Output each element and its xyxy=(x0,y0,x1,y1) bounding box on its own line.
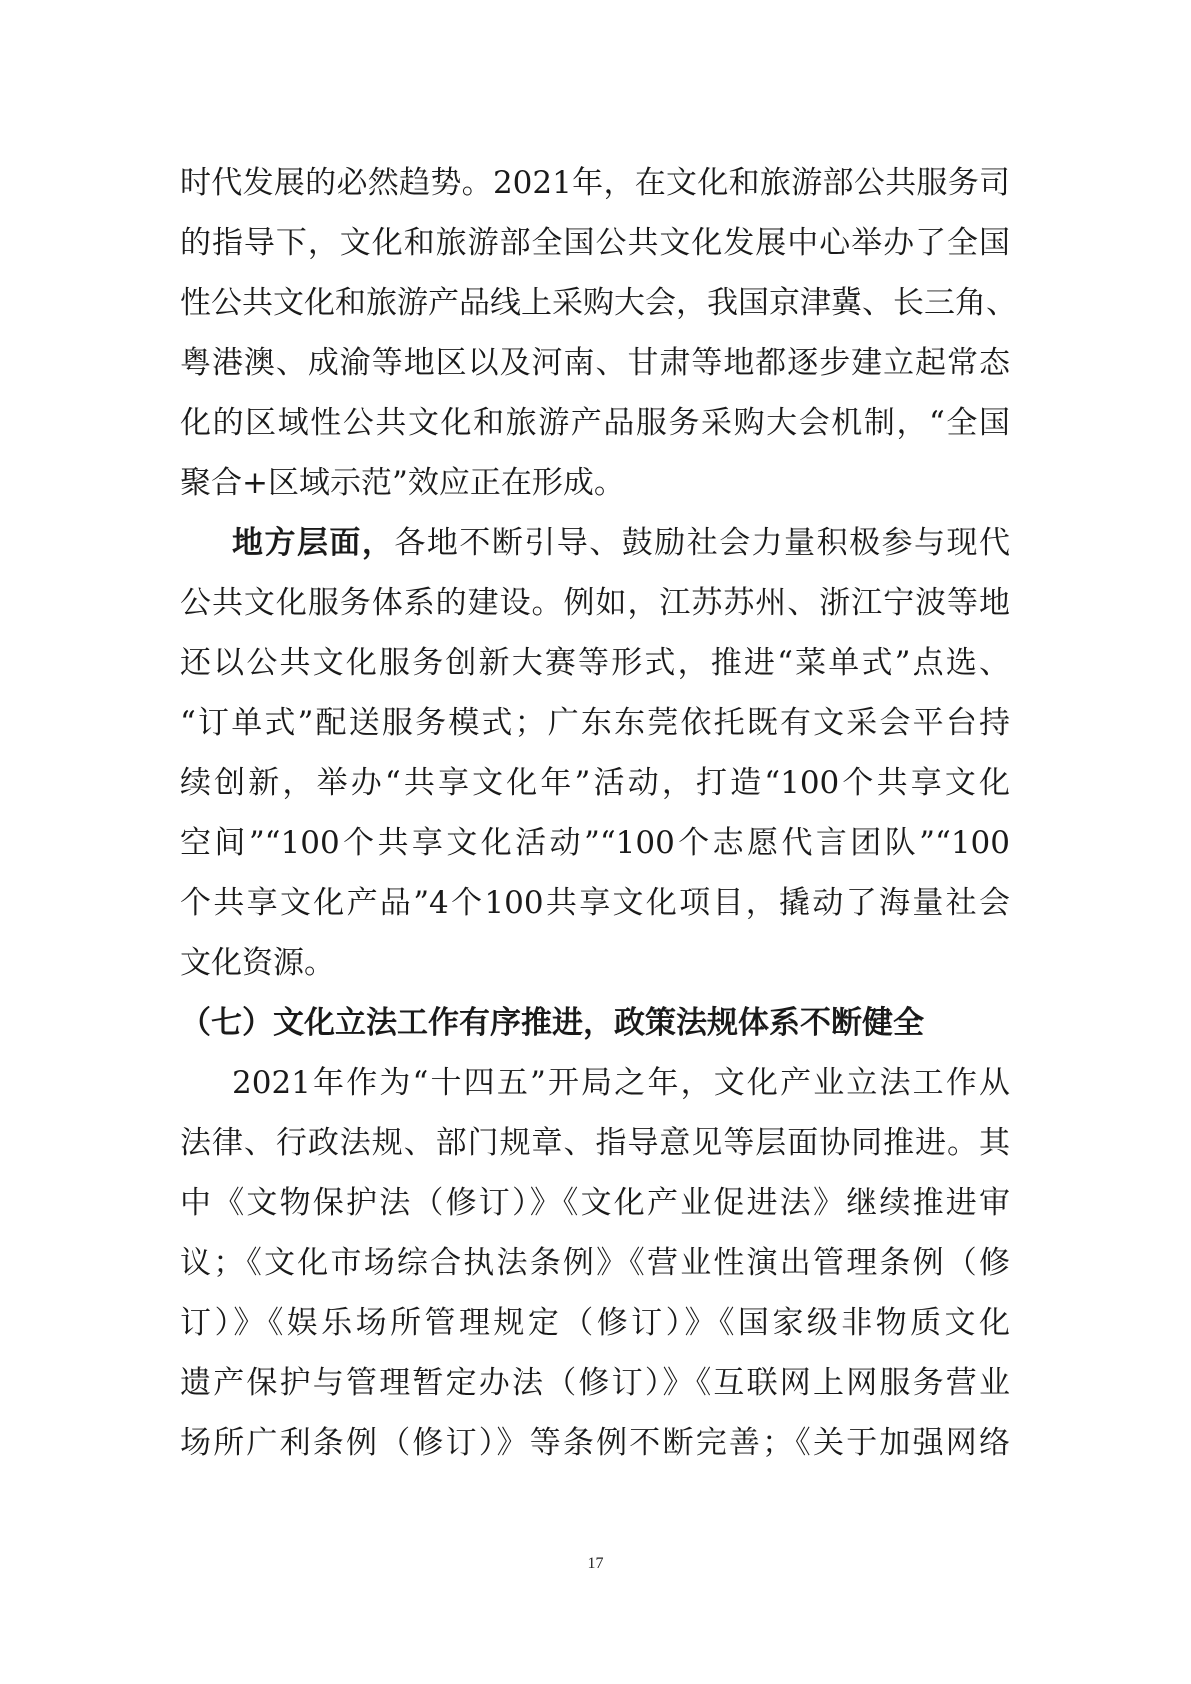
page-number: 17 xyxy=(587,1555,604,1572)
paragraph-2-line-7: 个共享文化产品”4个100共享文化项目，撬动了海量社会 xyxy=(180,885,1010,921)
paragraph-3-line-6: 遗产保护与管理暂定办法（修订）》《互联网上网服务营业 xyxy=(180,1365,1010,1401)
paragraph-2-line-8: 文化资源。 xyxy=(180,945,335,981)
paragraph-2-line-2: 公共文化服务体系的建设。例如，江苏苏州、浙江宁波等地 xyxy=(180,585,1010,621)
paragraph-3-line-4: 议；《文化市场综合执法条例》《营业性演出管理条例（修 xyxy=(180,1245,1010,1281)
paragraph-2-first-line-rest: 各地不断引导、鼓励社会力量积极参与现代 xyxy=(394,525,1011,561)
paragraph-2-line-5: 续创新，举办“共享文化年”活动，打造“100个共享文化 xyxy=(180,765,1010,801)
paragraph-1-line-1: 时代发展的必然趋势。2021年，在文化和旅游部公共服务司 xyxy=(180,165,1010,201)
paragraph-1-line-4: 粤港澳、成渝等地区以及河南、甘肃等地都逐步建立起常态 xyxy=(180,345,1010,381)
paragraph-2-line-4: “订单式”配送服务模式；广东东莞依托既有文采会平台持 xyxy=(180,705,1010,741)
paragraph-3-line-2: 法律、行政法规、部门规章、指导意见等层面协同推进。其 xyxy=(180,1125,1010,1161)
paragraph-2-line-3: 还以公共文化服务创新大赛等形式，推进“菜单式”点选、 xyxy=(180,645,1010,681)
section-heading: （七）文化立法工作有序推进，政策法规体系不断健全 xyxy=(180,1005,924,1041)
paragraph-1-line-5: 化的区域性公共文化和旅游产品服务采购大会机制，“全国 xyxy=(180,405,1010,441)
paragraph-3-line-7: 场所广利条例（修订）》等条例不断完善；《关于加强网络 xyxy=(180,1425,1010,1461)
paragraph-2-line-1 xyxy=(232,523,1010,563)
paragraph-3-line-1: 2021年作为“十四五”开局之年，文化产业立法工作从 xyxy=(232,1065,1010,1101)
paragraph-3-line-3: 中《文物保护法（修订）》《文化产业促进法》继续推进审 xyxy=(180,1185,1010,1221)
paragraph-3-line-5: 订）》《娱乐场所管理规定（修订）》《国家级非物质文化 xyxy=(180,1305,1010,1341)
paragraph-2-lead: 地方层面， xyxy=(232,525,395,561)
paragraph-1-line-2: 的指导下，文化和旅游部全国公共文化发展中心举办了全国 xyxy=(180,225,1010,261)
paragraph-1-line-3: 性公共文化和旅游产品线上采购大会，我国京津冀、长三角、 xyxy=(180,285,1017,321)
paragraph-1-line-6: 聚合+区域示范”效应正在形成。 xyxy=(180,465,625,501)
paragraph-2-line-6: 空间”“100个共享文化活动”“100个志愿代言团队”“100 xyxy=(180,825,1010,861)
